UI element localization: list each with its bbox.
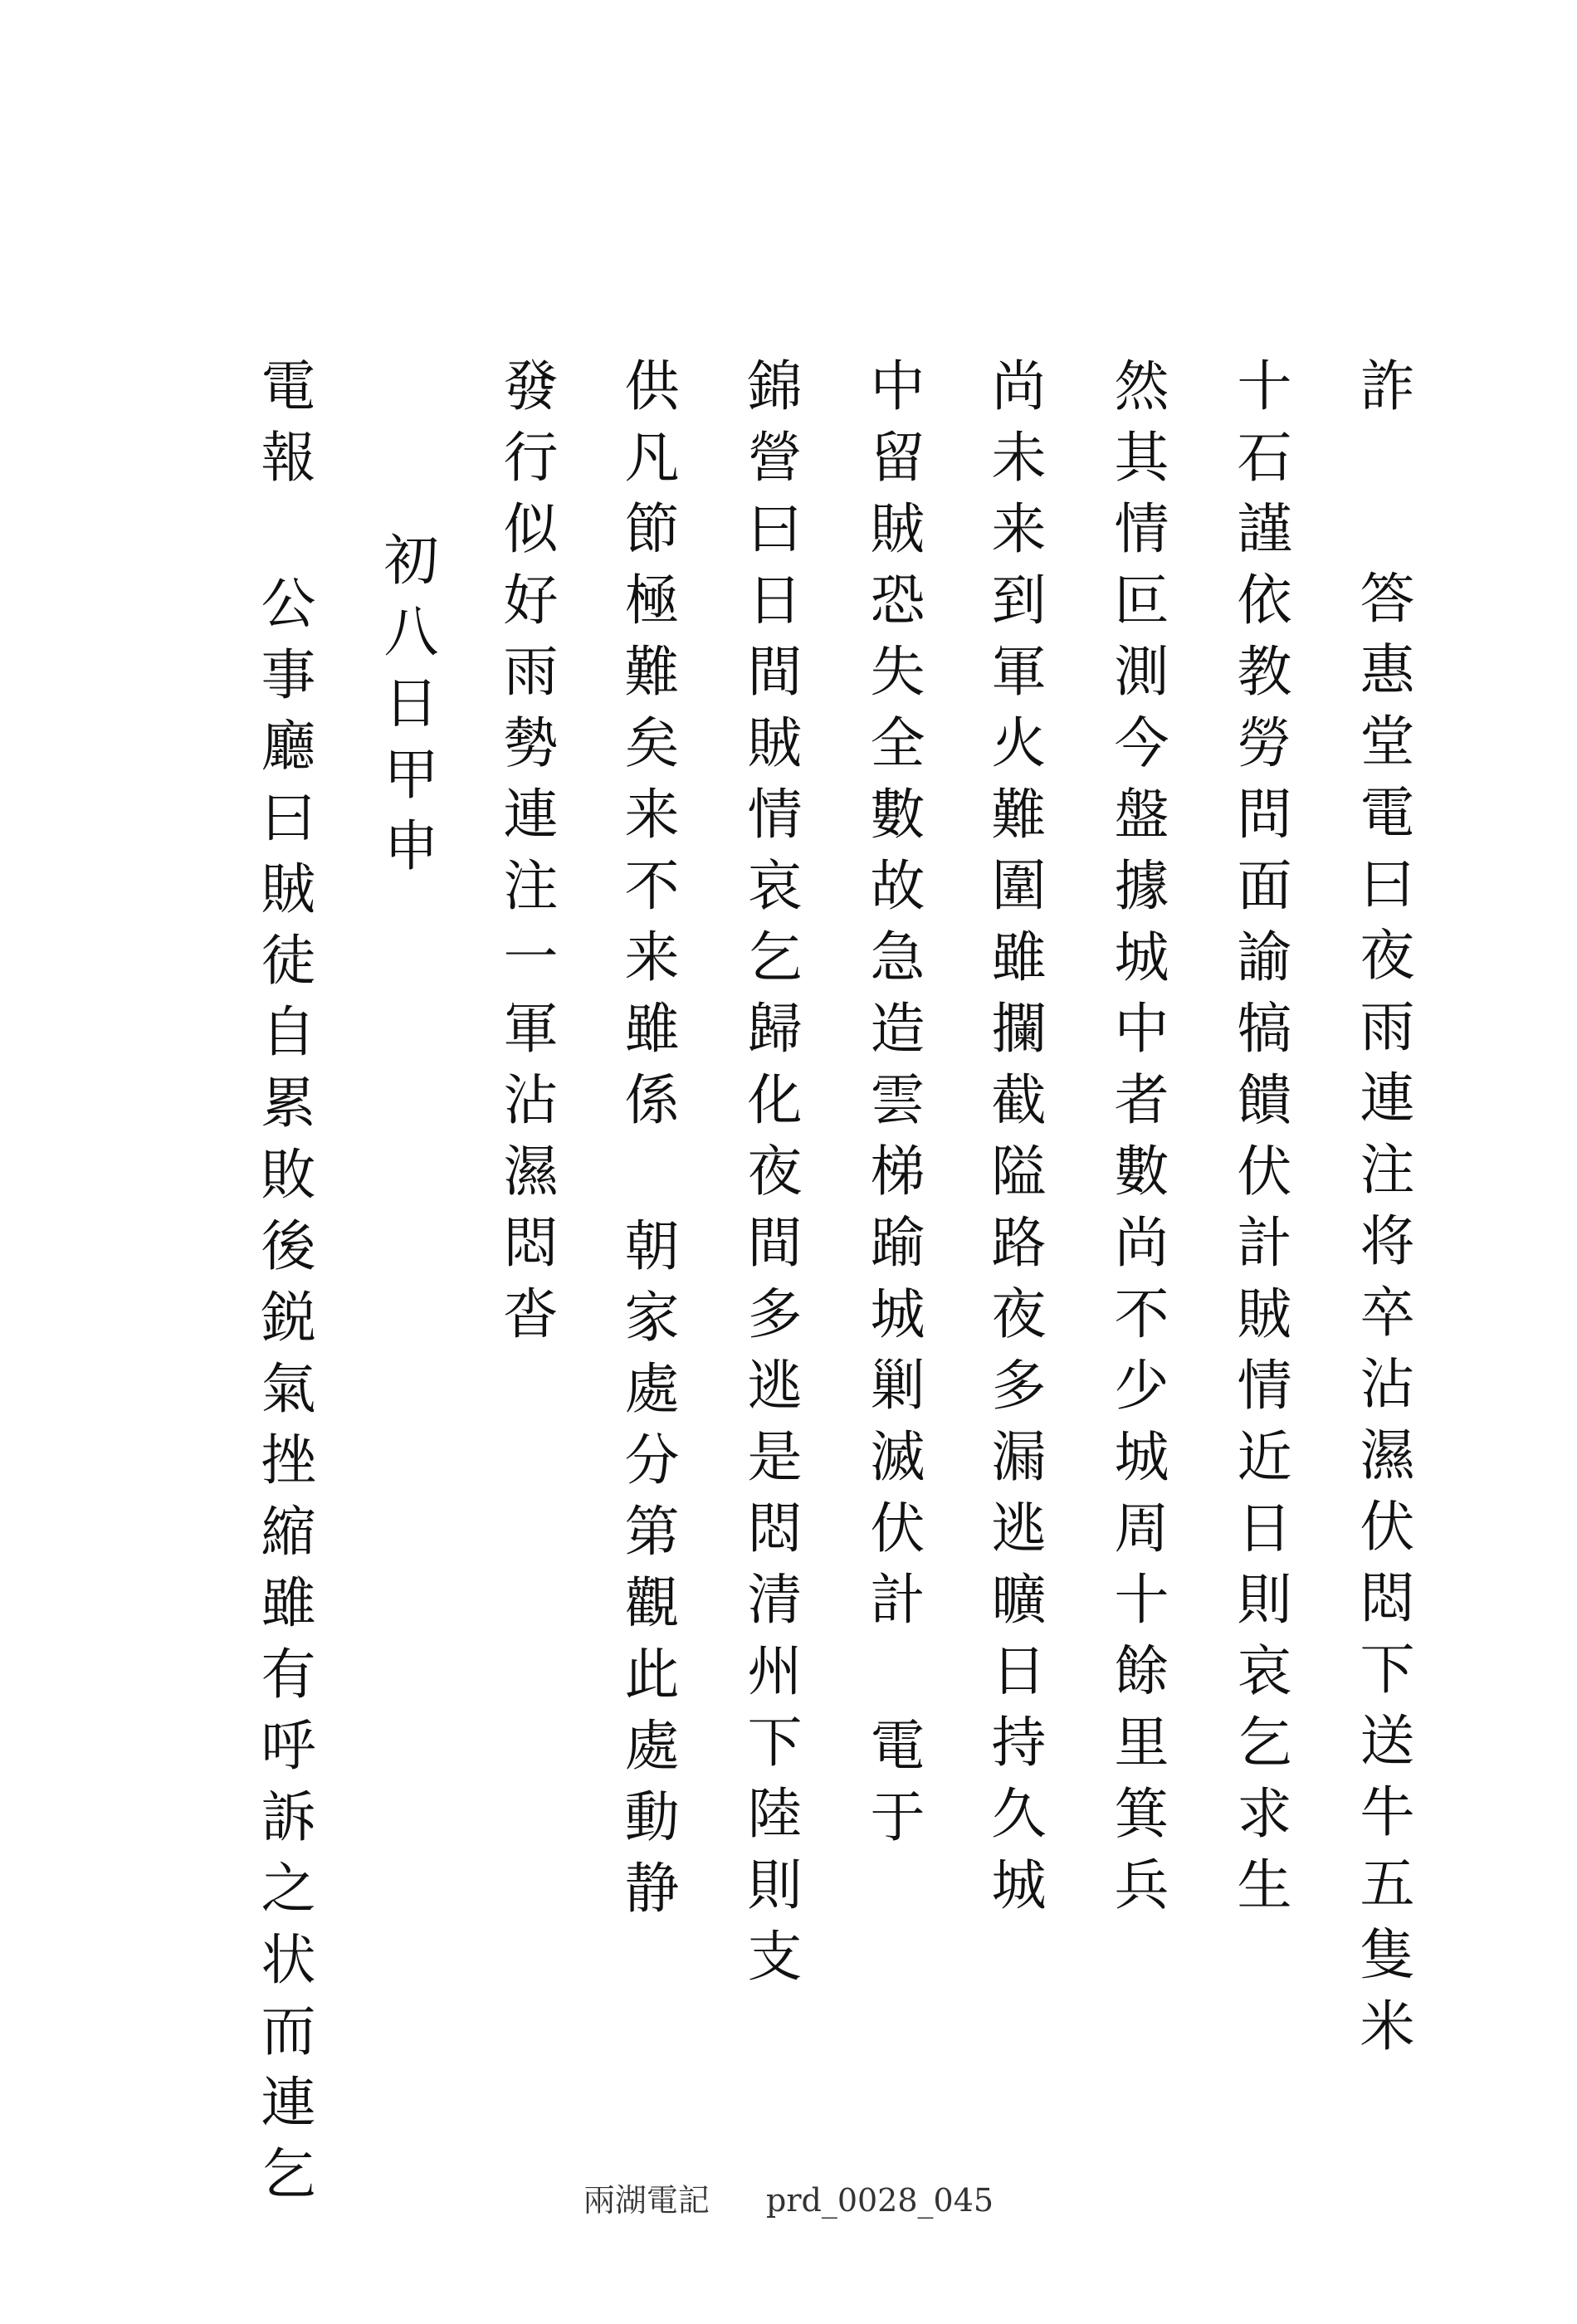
footer-code: prd_0028_045 — [766, 2182, 994, 2219]
column-7-head: 供凡節極難矣来不来雖係 — [615, 357, 679, 1142]
column-1-tail: 答惠堂電曰夜雨連注将卒沾濕伏悶下送牛五隻米 — [1350, 569, 1414, 2068]
column-4-head: 尚未来到軍火難圍雖攔截隘路夜多漏逃曠日持久城 — [982, 357, 1046, 1927]
column-5-tail: 電于 — [861, 1716, 925, 1859]
column-7-tail: 朝家處分第觀此處動静 — [615, 1217, 679, 1931]
text-column-3 — [1105, 357, 1169, 1927]
text-column-10 — [251, 357, 315, 2216]
column-8-head: 發行似好雨勢連注一軍沾濕悶沓 — [494, 357, 558, 1356]
text-column-6 — [738, 357, 802, 1999]
date-heading: 初八日甲申 — [374, 531, 438, 888]
column-2-head: 十石謹依教勞問面諭犒饋伏計賊情近日則哀乞求生 — [1228, 357, 1291, 1927]
text-column-5 — [861, 357, 925, 1859]
date-column — [374, 531, 438, 888]
column-5-head: 中留賊恐失全數故急造雲梯踰城剿滅伏計 — [861, 357, 925, 1642]
text-column-8 — [494, 357, 558, 1356]
column-10-head: 電報 — [251, 357, 315, 500]
text-column-2 — [1228, 357, 1291, 1927]
column-3-head: 然其情叵測今盤據城中者數尚不少城周十餘里箕兵 — [1105, 357, 1169, 1927]
column-10-tail: 公事廳曰賊徒自累敗後鋭氣挫縮雖有呼訴之状而連乞 — [251, 574, 315, 2216]
column-6-head: 錦營曰日間賊情哀乞歸化夜間多逃是悶清州下陸則支 — [738, 357, 802, 1999]
page-footer — [0, 2175, 1577, 2220]
footer-title: 兩湖電記 — [583, 2182, 710, 2219]
text-column-1 — [1350, 357, 1414, 2068]
text-column-7 — [615, 357, 679, 1931]
text-column-4 — [982, 357, 1046, 1927]
column-1-head: 詐 — [1350, 357, 1414, 428]
